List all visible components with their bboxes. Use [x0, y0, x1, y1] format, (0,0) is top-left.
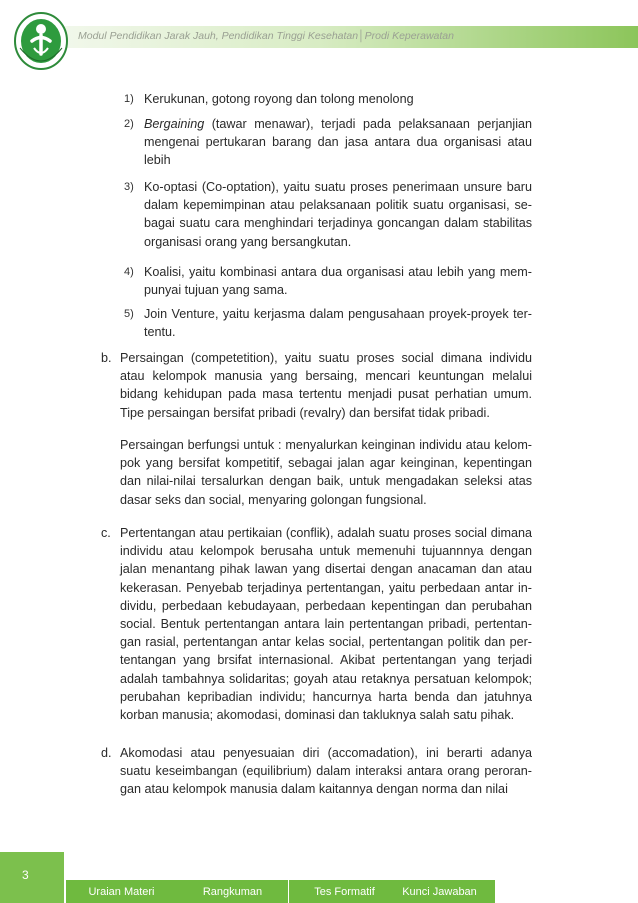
list-item: [124, 90, 532, 108]
item-text: Pertentangan atau pertikaian (conflik), adalah suatu proses social dimana individu atau kelompok berusaha untuk memenuhi tujuannnya dengan jalan menantang pihak lawan yang disertai dengan anacaman dan atau kekerasan. Penyebab terjadinya pertentangan, yaitu perbedaan antar in-dividu, perbedaan kebudayaan, perbedaan kepentingan dan perubahan social. Bentuk pertentangan antara lain pertentangan pribadi, pertentan-gan rasial, pertentangan antar kelas social, pertentangan politik dan per-tentangan yang brsifat internasional. Akibat pertentangan yang terjadi adalah tambahnya solidaritas; goyah atau retaknya persatuan kelompok; perubahan kepribadian individu; hancurnya harta benda dan jatuhnya korban manusia; akomodasi, dominasi dan takluknya salah satu pihak.: [120, 526, 532, 723]
item-number: 5): [124, 308, 134, 320]
page-number-box: [0, 852, 64, 903]
bakti-husada-logo-icon: [12, 8, 70, 72]
item-text: Kerukunan, gotong royong dan tolong menolong: [144, 92, 414, 106]
item-text: Join Venture, yaitu kerjasma dalam pengusahaan proyek-proyek ter-tentu.: [144, 307, 532, 340]
list-item: [124, 263, 532, 299]
header-title: Modul Pendidikan Jarak Jauh, Pendidikan Tinggi Kesehatan│Prodi Keperawatan: [78, 30, 454, 42]
tab-uraian-materi[interactable]: Uraian Materi: [66, 880, 177, 903]
item-text: [144, 115, 532, 170]
item-text: Ko-optasi (Co-optation), yaitu suatu proses penerimaan unsure baru dalam kepemimpinan atau pelaksanaan politik suatu organisasi, se-bagai suatu cara menghindari terjadinya goncangan dalam stabilitas organisasi orang yang bersangkutan.: [144, 180, 532, 249]
item-number: 1): [124, 93, 134, 105]
tab-rangkuman[interactable]: Rangkuman: [177, 880, 288, 903]
tab-kunci-jawaban[interactable]: Kunci Jawaban: [384, 880, 495, 903]
item-text: Akomodasi atau penyesuaian diri (accomadation), ini berarti adanya suatu keseimbangan (equilibrium) dalam interaksi antara orang peroran-gan atau kelompok manusia dalam kaitannya dengan norma dan nilai: [120, 746, 532, 797]
list-item: [101, 349, 532, 422]
item-letter: c.: [101, 526, 111, 540]
item-number: 2): [124, 118, 134, 130]
tab-tes-formatif[interactable]: Tes Formatif: [289, 880, 400, 903]
item-number: 4): [124, 266, 134, 278]
list-item: [124, 115, 532, 170]
list-item: [101, 744, 532, 799]
list-item: [101, 524, 532, 724]
item-letter: d.: [101, 746, 112, 760]
item-letter: b.: [101, 351, 112, 365]
italic-term: Bergaining: [144, 117, 205, 131]
page-number: 3: [22, 868, 29, 882]
item-text: Persaingan (competetition), yaitu suatu proses social dimana individu atau kelompok manusia yang bersaing, mencari keuntungan melalui bidang kehidupan pada masa tertentu menjadi pusat perhatian umum. Tipe persaingan bersifat pribadi (revalry) dan bersifat tidak pribadi.: [120, 351, 532, 420]
list-item: [124, 305, 532, 341]
paragraph: Persaingan berfungsi untuk : menyalurkan keinginan individu atau kelom-pok yang bersifat kompetitif, sebagai jalan agar keinginan, kepentingan dan nilai-nilai tersalurkan dengan baik, untuk mengadakan seleksi atas dasar seks dan social, menyaring golongan fungsional.: [120, 438, 532, 507]
list-item: [124, 178, 532, 251]
item-text: Koalisi, yaitu kombinasi antara dua organisasi atau lebih yang mem-punyai tujuan yang sama.: [144, 265, 532, 298]
item-number: 3): [124, 181, 134, 193]
item-text-rest: (tawar menawar), terjadi pada pelaksanaan perjanjian mengenai pertukaran barang dan jasa antara dua organisasi atau lebih: [144, 117, 532, 168]
